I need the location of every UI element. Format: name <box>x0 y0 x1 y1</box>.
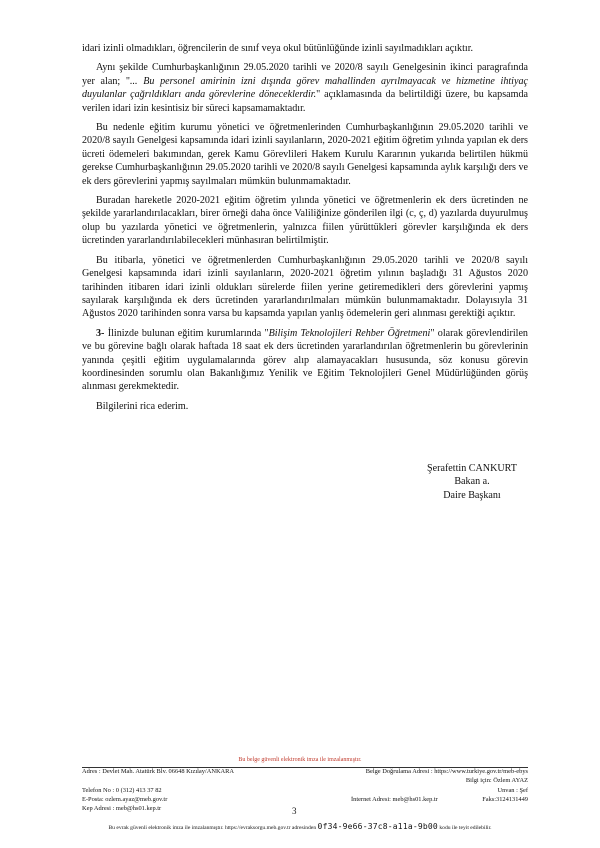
paragraph-5-text-b: " olarak görevlendirilen ve bu görevine bağlı olarak haftada 18 saat ek ders ücretinden yararlandırılan öğretmenlerin bu görevlerinin yanında çeşitli eğitim uygulamalarında görev alıp alamayacakları hususunda, söz konusu görevin koordinesinden sorumlu olan Bakanlığımız Yenilik ve Eğitim Teknolojileri Genel Müdürlüğünden görüş alınması gerekmektedir. <box>82 327 528 393</box>
page-number: 3 <box>292 806 297 816</box>
footer-fax: Faks:3124131449 <box>482 796 528 803</box>
verification-note-b: kodu ile teyit edilebilir. <box>439 825 492 831</box>
footer-email[interactable]: E-Posta: ozlem.ayaz@meb.gov.tr <box>82 796 168 803</box>
paragraph-5-quote: Bilişim Teknolojileri Rehber Öğretmeni <box>268 327 431 339</box>
verification-note <box>0 822 600 831</box>
paragraph-1-quote: ... Bu personel amirinin izni dışında görev mahallinden ayrılmayacak ve hizmetine ihtiyaç duyulanlar çağrıldıkları anda görevlerine döneceklerdir. <box>82 75 528 101</box>
closing-line: Bilgilerini rica ederim. <box>96 400 189 412</box>
paragraph-0: idari izinli olmadıkları, öğrencilerin de sınıf veya okul bütünlüğünde izinli sayılmadıkları açıktır. <box>82 43 474 54</box>
footer-info-for: Bilgi için: Özlem AYAZ <box>465 777 528 784</box>
paragraph-5 <box>82 327 528 394</box>
paragraph-1-text-a: Aynı şekilde Cumhurbaşkanlığının 29.05.2020 tarihli ve 2020/8 sayılı Genelgesinin ikinci paragrafında yer alan; " <box>82 62 528 87</box>
signer-title-1: Bakan a. <box>454 476 490 488</box>
signer-name: Şerafettin CANKURT <box>427 463 517 474</box>
footer-verify-address[interactable]: Belge Doğrulama Adresi : https://www.turkiye.gov.tr/meb-ebys <box>365 768 528 775</box>
esign-notice: Bu belge güvenli elektronik imza ile imzalanmıştır. <box>238 757 362 763</box>
letter-body <box>82 42 528 419</box>
paragraph-3: Buradan hareketle 2020-2021 eğitim öğretim yılında yönetici ve öğretmenlerin ek ders ücretinden ne şekilde yararlandırılacakları, birer örneği daha önce Valiliğinize gönderilen ilgi (c, ç, d) yazılarda duyurulmuş olup bu yazılarda yönetici ve öğretmenlerin, yalnızca fiilen yürüttükleri görevler karşılığında ek ders ücretinden yararlandırılabilecekleri münhasıran belirtilmiştir. <box>82 195 528 247</box>
paragraph-5-number: 3- <box>96 327 105 339</box>
footer-phone: Telefon No : 0 (312) 413 37 82 <box>82 787 162 794</box>
footer-address: Adres : Devlet Mah. Atatürk Blv. 06648 Kızılay/ANKARA <box>82 768 235 775</box>
paragraph-1-text-b: " açıklamasında da belirtildiği üzere, bu kapsamda verilen idari izin kesintisiz bir süreci kapsamamaktadır. <box>82 89 528 114</box>
paragraph-5-text-a: İlinizde bulunan eğitim kurumlarında " <box>104 327 269 339</box>
verification-code: 0f34-9e66-37c8-a11a-9b00 <box>317 822 438 831</box>
footer-title: Unvan : Şef <box>497 787 528 794</box>
signature-block <box>412 462 532 502</box>
footer-internet[interactable]: İnternet Adresi: meb@hs01.kep.tr <box>351 796 438 803</box>
paragraph-2: Bu nedenle eğitim kurumu yönetici ve öğretmenlerinden Cumhurbaşkanlığının 29.05.2020 tarihli ve 2020/8 sayılı Genelgesi kapsamında idari izinli sayılanların, 2020-2021 eğitim öğretim yılında yapılan ek ders ücreti ödemeleri bakımından, gerek Kamu Görevlileri Hakem Kurulu Kararının yukarıda belirtilen hükmü gerekse Cumhurbaşkanlığının 29.05.2020 tarihli ve 2020/8 sayılı Genelgesi kapsamında aylık karşılığı ders ve ek ders görevlerini yapmış sayılmaları mümkün bulunmamaktadır. <box>82 122 528 187</box>
paragraph-4: Bu itibarla, yönetici ve öğretmenlerden Cumhurbaşkanlığının 29.05.2020 tarihli ve 2020/8 sayılı Genelgesi kapsamında idari izinli sayılanların, 2020-2021 öğretim yılının başladığı 31 Ağustos 2020 tarihinden itibaren idari izinli oldukları sürelerde fiilen yerine getiremedikleri ders görevlerini yapmış sayılarak karşılığında ek ders ücretinden yararlandırılmaları mümkün bulunmamaktadır. Dolayısıyla 31 Ağustos 2020 tarihinden sonra varsa bu kapsamda yapılan yanlış ödemelerin geri alınması gerektiği açıktır. <box>82 254 528 320</box>
verification-note-a: Bu evrak güvenli elektronik imza ile imzalanmıştır. https://evraksorgu.meb.gov.tr adresinden <box>108 825 317 831</box>
footer-kep[interactable]: Kep Adresi : meb@hs01.kep.tr <box>82 805 162 812</box>
signer-title-2: Daire Başkanı <box>443 489 501 501</box>
paragraph-1 <box>82 61 528 115</box>
